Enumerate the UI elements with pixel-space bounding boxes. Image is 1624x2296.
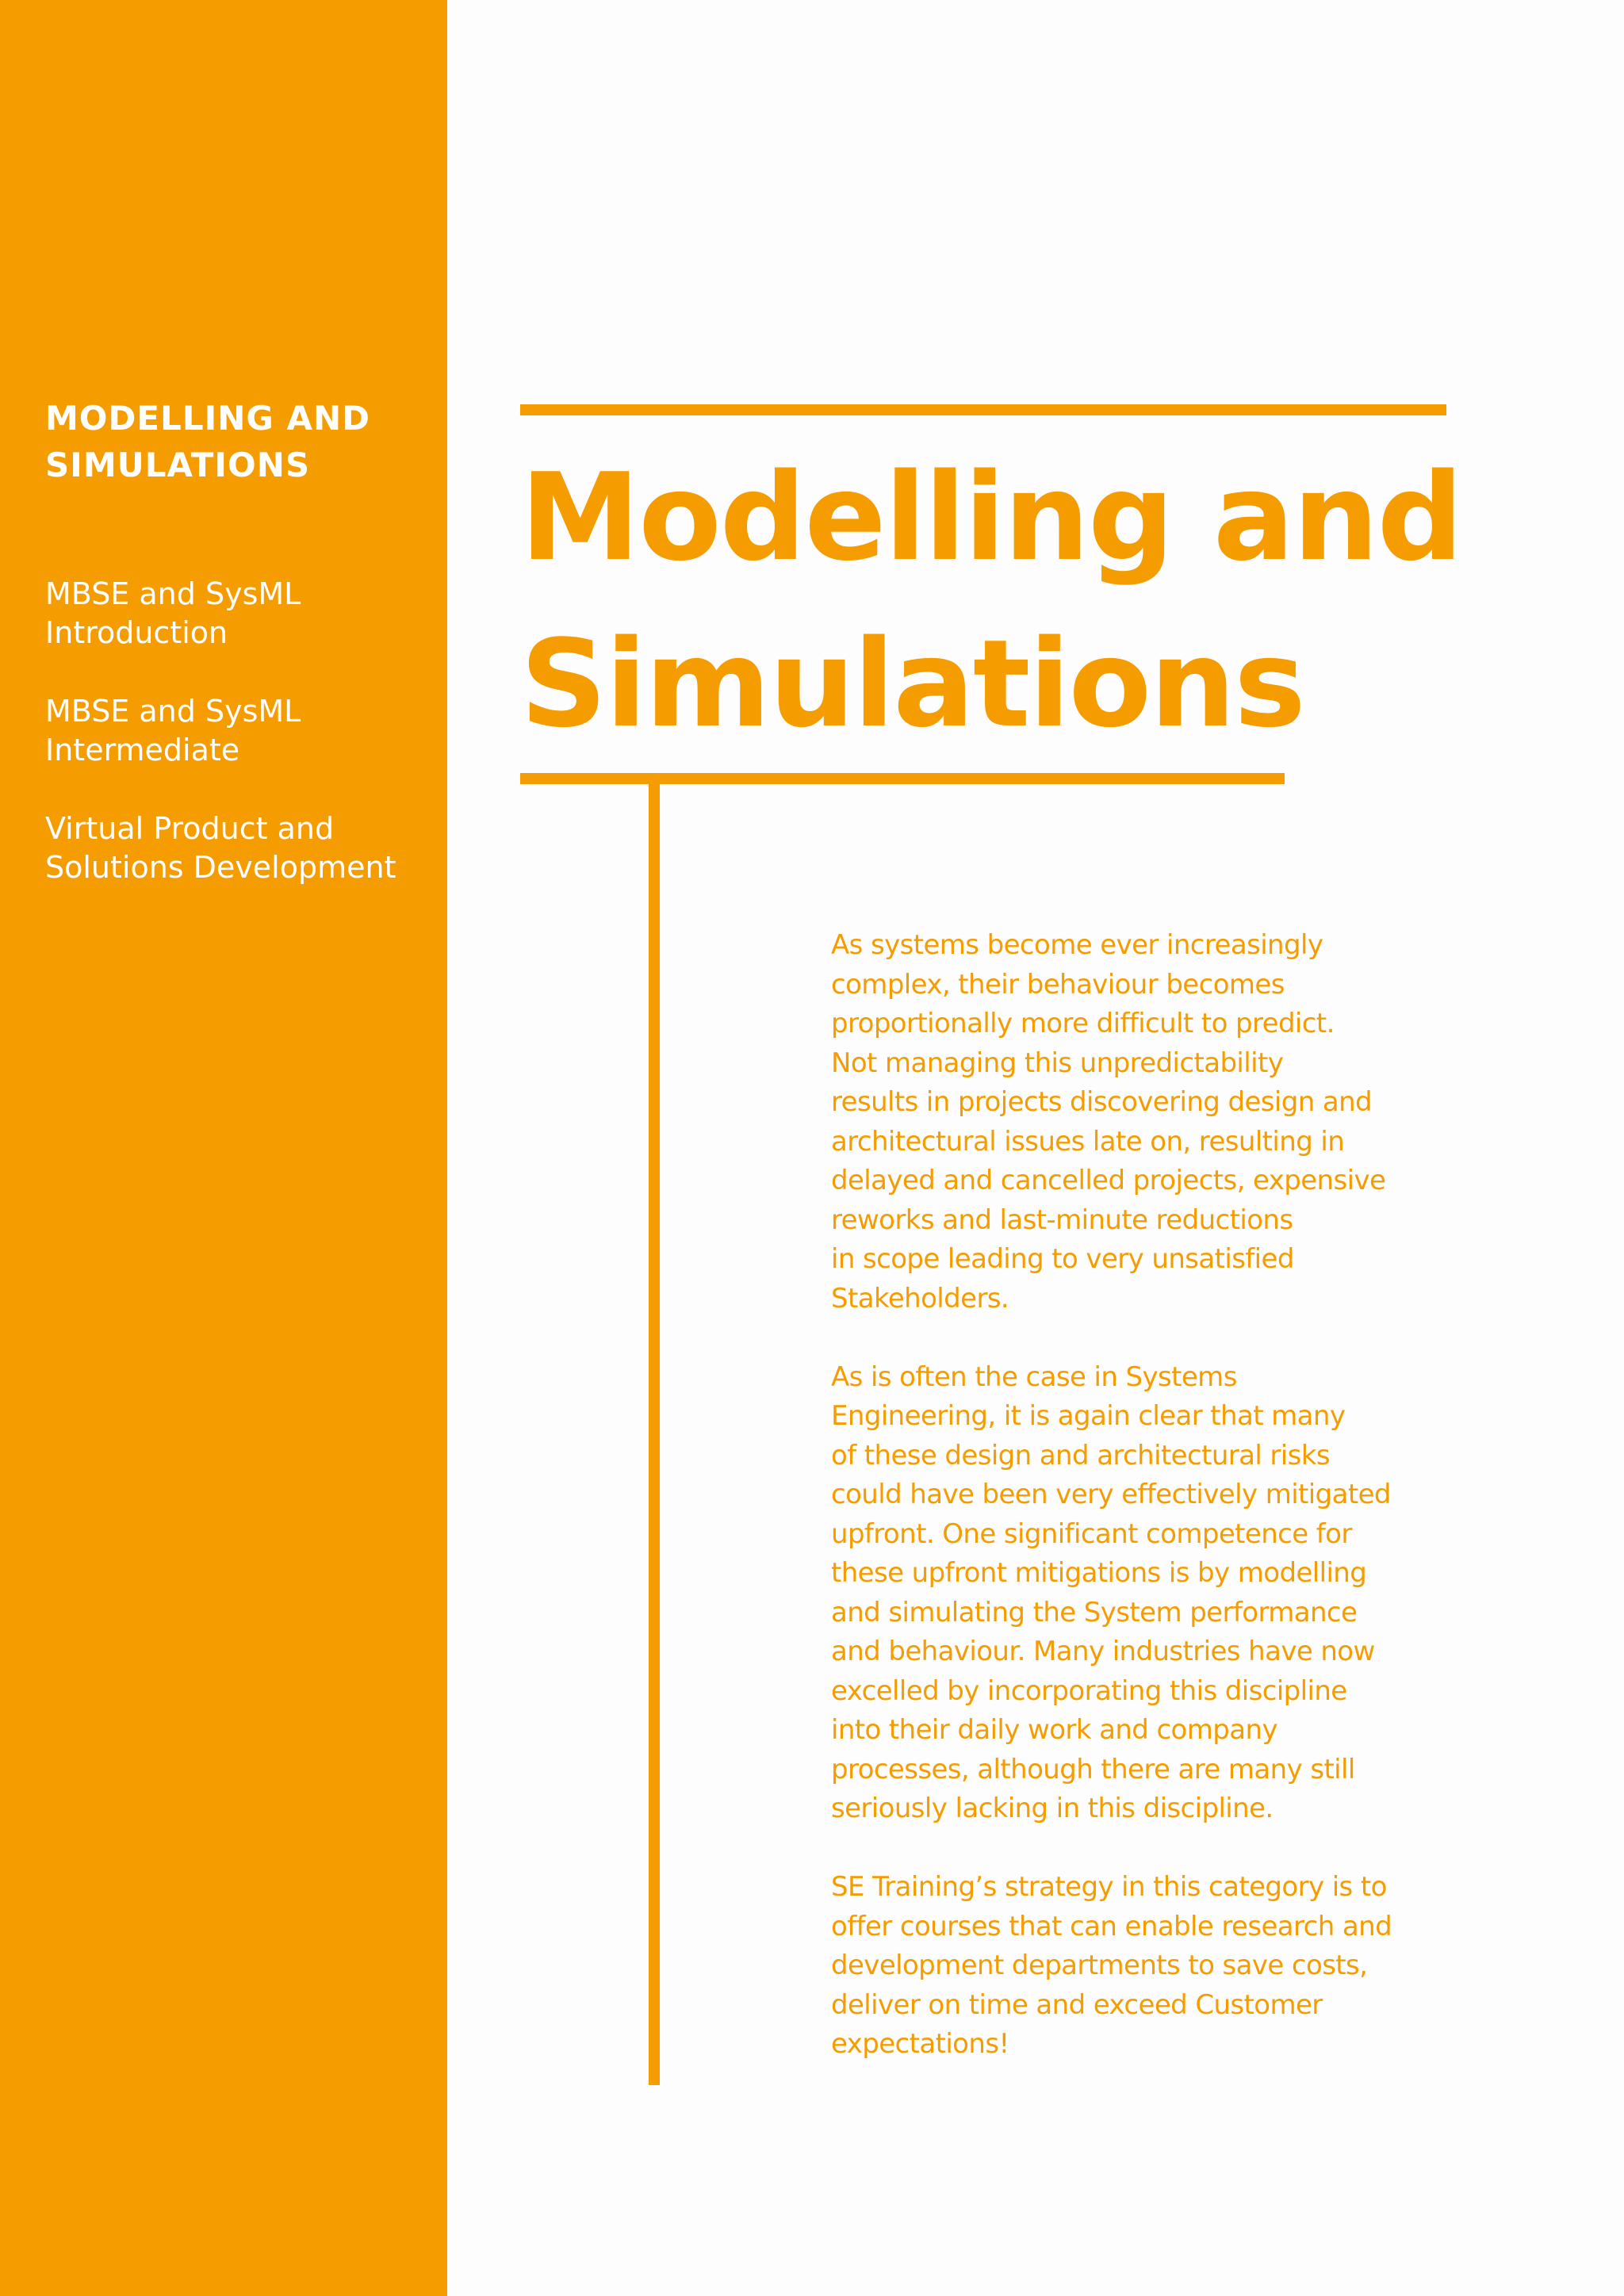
sidebar-link-mbse-sysml-introduction[interactable]: MBSE and SysML Introduction <box>45 576 301 650</box>
sidebar-link-virtual-product-solutions[interactable]: Virtual Product and Solutions Development <box>45 811 396 885</box>
page-title: Modelling and Simulations <box>520 447 1462 754</box>
sidebar-link-mbse-sysml-intermediate[interactable]: MBSE and SysML Intermediate <box>45 694 301 767</box>
title-top-rule <box>520 404 1446 415</box>
title-bottom-rule <box>520 773 1285 784</box>
sidebar <box>0 0 447 2296</box>
body-text <box>831 926 1465 2103</box>
body-paragraph-2: As is often the case in Systems Engineering, it is again clear that many of these design and architectural risks could have been very effectively mitigated upfront. One significant competence for these upfront mitigations is by modelling and simulating the System performance and behaviour. Many industries have now excelled by incorporating this discipline into their daily work and company processes, although there are many still seriously lacking in this discipline. <box>831 1360 1391 1824</box>
vertical-rule <box>649 781 660 2085</box>
sidebar-nav <box>45 575 442 927</box>
body-paragraph-3: SE Training’s strategy in this category is to offer courses that can enable research and development departments to save costs, deliver on time and exceed Customer expectations! <box>831 1871 1392 2060</box>
body-paragraph-1: As systems become ever increasingly complex, their behaviour becomes proportionally more difficult to predict. Not managing this unpredictability results in projects discovering design and architectural issues late on, resulting in delayed and cancelled projects, expensive reworks and last-minute reductions in scope leading to very unsatisfied Stakeholders. <box>831 929 1386 1314</box>
sidebar-heading: MODELLING AND SIMULATIONS <box>45 399 370 484</box>
